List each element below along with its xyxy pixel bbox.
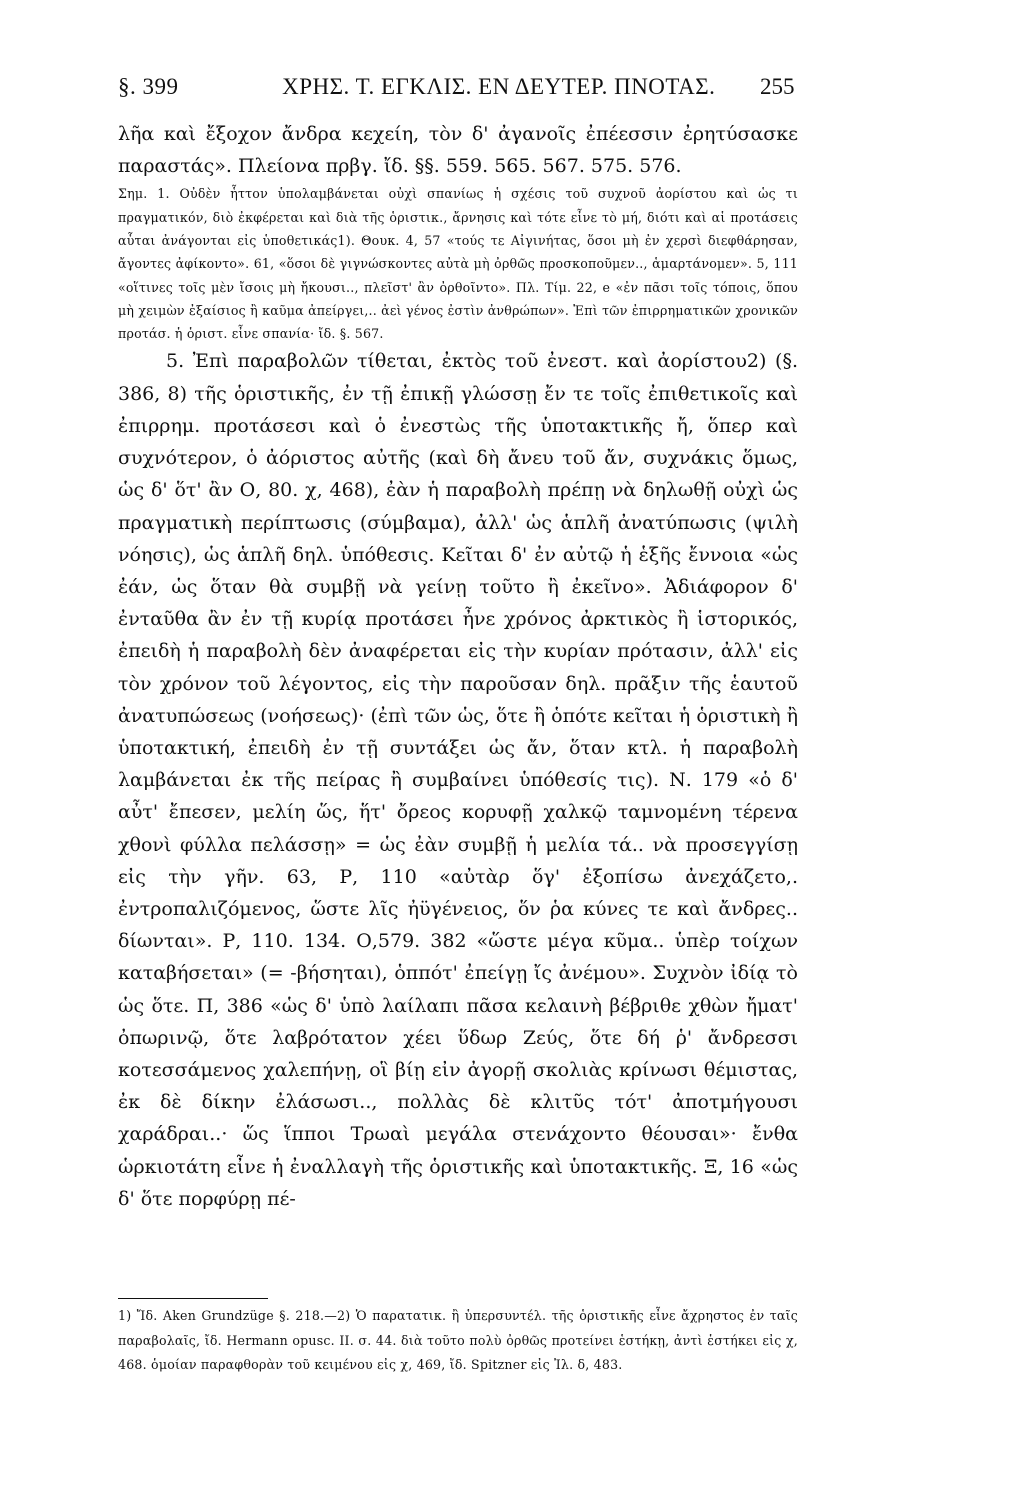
body-text — [118, 118, 798, 1215]
note-paragraph: Σημ. 1. Οὐδὲν ἧττον ὑπολαμβάνεται οὐχὶ σπανίως ἡ σχέσις τοῦ συχνοῦ ἀορίστου καὶ ὡς τι πραγματικόν, διὸ ἐκφέρεται καὶ διὰ τῆς ὁριστικ., ἄρνησις καὶ τότε εἶνε τὸ μή, διότι καὶ αἱ προτάσεις αὗται ἀνάγονται εἰς ὑποθετικάς1). Θουκ. 4, 57 «τούς τε Αἰγινήτας, ὅσοι μὴ ἐν χερσὶ διεφθάρησαν, ἄγοντες ἀφίκοντο». 61, «ὅσοι δὲ γιγνώσκοντες αὐτὰ μὴ ὀρθῶς προσκοποῦμεν.., ἁμαρτάνομεν». 5, 111 «οἵτινες τοῖς μὲν ἴσοις μὴ ἤκουσι.., πλεῖστ' ἂν ὀρθοῖντο». Πλ. Τίμ. 22, e «ἐν πᾶσι τοῖς τόποις, ὅπου μὴ χειμὼν ἐξαίσιος ἢ καῦμα ἀπείργει,.. ἀεὶ γένος ἐστὶν ἀνθρώπων». Ἐπὶ τῶν ἐπιρρηματικῶν χρονικῶν προτάσ. ἡ ὁριστ. εἶνε σπανία· ἴδ. §. 567. — [118, 186, 798, 342]
running-head — [118, 74, 799, 100]
footnotes — [118, 1304, 798, 1378]
running-title: ΧΡΗΣ. Τ. ΕΓΚΛΙΣ. ΕΝ ΔΕΥΤΕΡ. ΠΝΟΤΑΣ. — [282, 74, 716, 99]
footnote-rule — [118, 1298, 268, 1299]
intro-paragraph: λῆα καὶ ἔξοχον ἄνδρα κεχείη, τὸν δ' ἀγανοῖς ἐπέεσσιν ἐρητύσασκε παραστάς». Πλείονα πρβγ. ἴδ. §§. 559. 565. 567. 575. 576. — [118, 123, 798, 178]
footnote-text: 1) Ἴδ. Aken Grundzüge §. 218.—2) Ὁ παρατατικ. ἢ ὑπερσυντέλ. τῆς ὁριστικῆς εἶνε ἄχρηστος ἐν ταῖς παραβολαῖς, ἴδ. Hermann opusc. II. σ. 44. διὰ τοῦτο πολὺ ὀρθῶς προτείνει ἑστήκῃ, ἀντὶ ἑστήκει εἰς χ, 468. ὁμοίαν παραφθορὰν τοῦ κειμένου εἰς χ, 469, ἴδ. Spitzner εἰς Ἰλ. δ, 483. — [118, 1308, 798, 1372]
section-number: §. 399 — [118, 74, 179, 99]
main-paragraph: 5. Ἐπὶ παραβολῶν τίθεται, ἐκτὸς τοῦ ἐνεστ. καὶ ἀορίστου2) (§. 386, 8) τῆς ὁριστικῆς, ἐν τῇ ἐπικῇ γλώσσῃ ἔν τε τοῖς ἐπιθετικοῖς καὶ ἐπιρρημ. προτάσεσι καὶ ὁ ἐνεστὼς τῆς ὑποτακτικῆς ἤ, ὅπερ καὶ συχνότερον, ὁ ἀόριστος αὐτῆς (καὶ δὴ ἄνευ τοῦ ἄν, συχνάκις ὅμως, ὡς δ' ὅτ' ἂν Ο, 80. χ, 468), ἐὰν ἡ παραβολὴ πρέπῃ νὰ δηλωθῇ οὐχὶ ὡς πραγματικὴ περίπτωσις (σύμβαμα), ἀλλ' ὡς ἁπλῆ ἀνατύπωσις (ψιλὴ νόησις), ὡς ἁπλῆ δηλ. ὑπόθεσις. Κεῖται δ' ἐν αὐτῷ ἡ ἑξῆς ἔννοια «ὡς ἐάν, ὡς ὅταν θὰ συμβῇ νὰ γείνῃ τοῦτο ἢ ἐκεῖνο». Ἀδιάφορον δ' ἐνταῦθα ἂν ἐν τῇ κυρίᾳ προτάσει ἦνε χρόνος ἀρκτικὸς ἢ ἱστορικός, ἐπειδὴ ἡ παραβολὴ δὲν ἀναφέρεται εἰς τὴν κυρίαν πρότασιν, ἀλλ' εἰς τὸν χρόνον τοῦ λέγοντος, εἰς τὴν παροῦσαν δηλ. πρᾶξιν τῆς ἑαυτοῦ ἀνατυπώσεως (νοήσεως)· (ἐπὶ τῶν ὡς, ὅτε ἢ ὁπότε κεῖται ἡ ὁριστικὴ ἢ ὑποτακτική, ἐπειδὴ ἐν τῇ συντάξει ὡς ἄν, ὅταν κτλ. ἡ παραβολὴ λαμβάνεται ἐκ τῆς πείρας ἢ συμβαίνει ὑπόθεσίς τις). Ν. 179 «ὁ δ' αὖτ' ἔπεσεν, μελίη ὥς, ἥτ' ὄρεος κορυφῇ χαλκῷ ταμνομένη τέρενα χθονὶ φύλλα πελάσσῃ» = ὡς ἐὰν συμβῇ ἡ μελία τά.. νὰ προσεγγίσῃ εἰς τὴν γῆν. 63, Ρ, 110 «αὐτὰρ ὅγ' ἐξοπίσω ἀνεχάζετο,. ἐντροπαλιζόμενος, ὥστε λῖς ἠϋγένειος, ὅν ῥα κύνες τε καὶ ἄνδρες.. δίωνται». Ρ, 110. 134. Ο,579. 382 «ὥστε μέγα κῦμα.. ὑπὲρ τοίχων καταβήσεται» (= -βήσηται), ὁππότ' ἐπείγῃ ἴς ἀνέμου». Συχνὸν ἰδίᾳ τὸ ὡς ὅτε. Π, 386 «ὡς δ' ὑπὸ λαίλαπι πᾶσα κελαινὴ βέβριθε χθὼν ἤματ' ὀπωρινῷ, ὅτε λαβρότατον χέει ὕδωρ Ζεύς, ὅτε δή ῥ' ἄνδρεσσι κοτεσσάμενος χαλεπήνῃ, οἳ βίῃ εἰν ἀγορῇ σκολιὰς κρίνωσι θέμιστας, ἐκ δὲ δίκην ἐλάσωσι.., πολλὰς δὲ κλιτῦς τότ' ἀποτμήγουσι χαράδραι..· ὥς ἵπποι Τρωαὶ μεγάλα στενάχοντο θέουσαι»· ἔνθα ὡρκιοτάτη εἶνε ἡ ἐναλλαγὴ τῆς ὁριστικῆς καὶ ὑποτακτικῆς. Ξ, 16 «ὡς δ' ὅτε πορφύρῃ πέ- — [118, 350, 798, 1210]
page-number: 255 — [760, 74, 795, 99]
